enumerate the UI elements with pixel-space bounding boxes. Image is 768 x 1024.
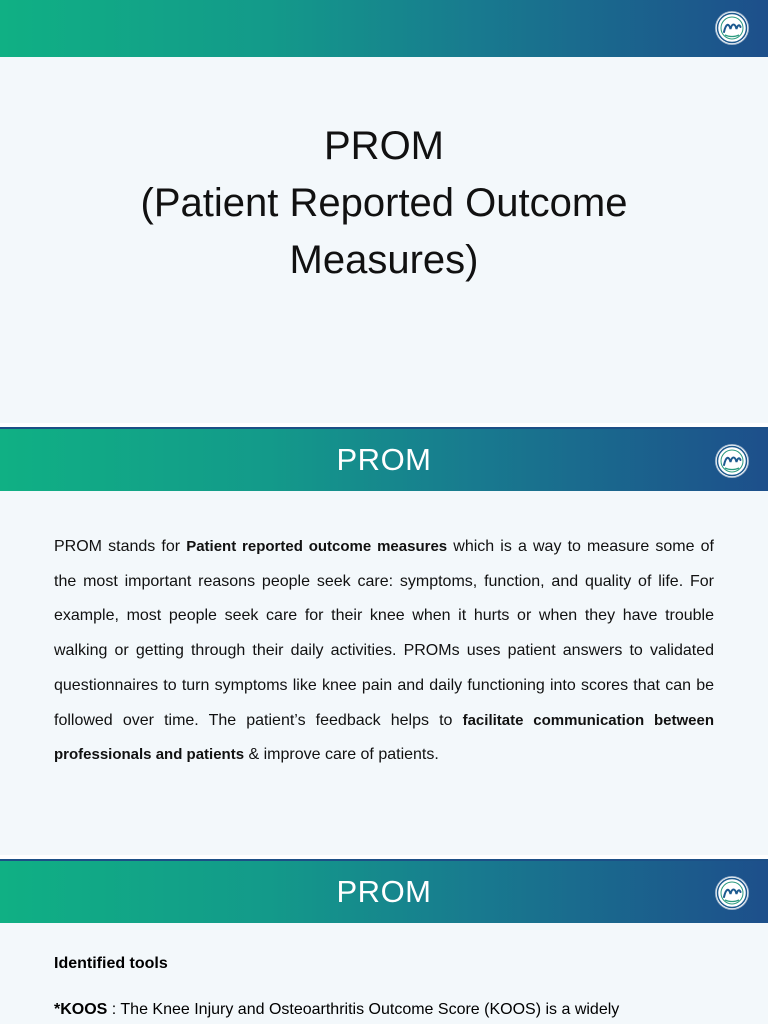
title-line: Measures) — [289, 238, 479, 282]
om-logo-icon — [716, 12, 748, 44]
header-band — [0, 429, 768, 491]
slide-header: PROM — [336, 874, 432, 909]
koos-text: : The Knee Injury and Osteoarthritis Outcome Score (KOOS) is a widely — [107, 1001, 620, 1018]
koos-marker: * — [54, 1001, 61, 1018]
title-slide — [0, 0, 768, 423]
slide-header: PROM — [336, 442, 432, 477]
title-line: (Patient Reported Outcome — [140, 181, 628, 225]
header-band — [0, 0, 768, 57]
para-bold-phrase: facilitate communication between professionals and patients — [54, 711, 714, 764]
para-bold-term: Patient reported outcome measures — [186, 538, 448, 555]
para-text: which is a way to measure some of the most important reasons people seek care: symptoms, function, and quality of life. For example, most people seek care for their knee when it hurts or when they have trouble walking or getting through their daily activities. PROMs uses patient answers to validated questionnaires to turn symptoms like knee pain and daily functioning into scores that can be followed over time. The patient’s feedback helps to — [54, 538, 714, 729]
koos-item — [54, 1001, 734, 1019]
page-title — [0, 118, 768, 289]
para-text: PROM stands for — [54, 538, 187, 555]
om-logo-icon — [716, 445, 748, 477]
title-line: PROM — [324, 124, 444, 168]
para-text: & improve care of patients. — [244, 746, 439, 764]
tools-slide — [0, 859, 768, 1024]
definition-slide — [0, 427, 768, 855]
om-logo-icon — [716, 877, 748, 909]
tools-heading: Identified tools — [54, 955, 168, 972]
definition-paragraph — [54, 530, 714, 773]
header-band — [0, 861, 768, 923]
koos-label: KOOS — [60, 1001, 108, 1018]
